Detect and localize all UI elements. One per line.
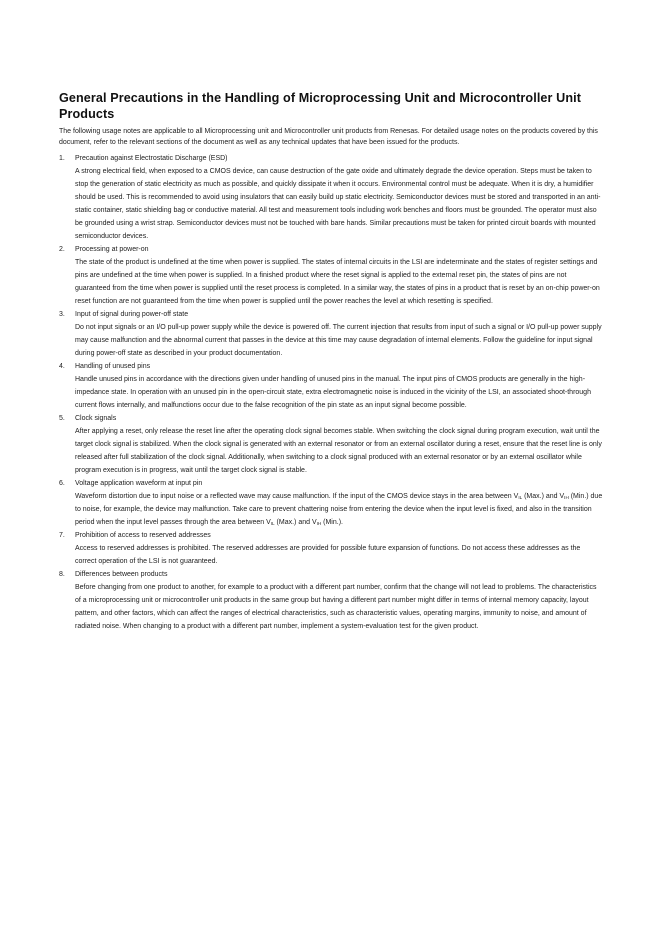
list-item (59, 360, 603, 412)
list-item (59, 412, 603, 477)
list-item (59, 477, 603, 529)
item-title: Processing at power-on (75, 246, 149, 253)
item-title: Input of signal during power-off state (75, 311, 189, 318)
item-title: Clock signals (75, 415, 117, 422)
list-item (59, 529, 603, 568)
list-item (59, 568, 603, 633)
item-title: Differences between products (75, 571, 168, 578)
precautions-list (59, 152, 603, 633)
item-number: 8. (59, 571, 65, 578)
item-body: The state of the product is undefined at the time when power is supplied. The states of internal circuits in the LSI are indeterminate and the states of register settings and pins are undefined at the time when power is supplied. In a finished product where the reset signal is applied to the external reset pin, the states of pins are not guaranteed from the time when power is supplied until the reset process is completed. In a similar way, the states of pins in a product that is reset by an on-chip power-on reset function are not guaranteed from the time when power is supplied until the power reaches the level at which resetting is specified. (75, 259, 600, 305)
item-body: After applying a reset, only release the reset line after the operating clock signal becomes stable. When switching the clock signal during program execution, wait until the target clock signal is stabilized. When the clock signal is generated with an external resonator or from an external oscillator during a reset, ensure that the reset line is only released after full stabilization of the clock signal. Additionally, when switching to a clock signal produced with an external resonator or by an external oscillator while program execution is in progress, wait until the target clock signal is stable. (75, 428, 602, 474)
item-body: Before changing from one product to another, for example to a product with a different part number, confirm that the change will not lead to problems. The characteristics of a microprocessing unit or microcontroller unit products in the same group but having a different part number might differ in terms of internal memory capacity, layout pattern, and other factors, which can affect the ranges of electrical characteristics, such as characteristic values, operating margins, immunity to noise, and amount of radiated noise. When changing to a product with a different part number, implement a system-evaluation test for the given product. (75, 584, 597, 630)
item-number: 3. (59, 311, 65, 318)
item-title: Precaution against Electrostatic Discharge (ESD) (75, 155, 228, 162)
item-body: Access to reserved addresses is prohibited. The reserved addresses are provided for possible future expansion of functions. Do not access these addresses as the correct operation of the LSI is not guaranteed. (75, 545, 581, 565)
page-title: General Precautions in the Handling of Microprocessing Unit and Microcontroller Unit Products (59, 91, 582, 121)
item-body: Waveform distortion due to input noise or a reflected wave may cause malfunction. If the input of the CMOS device stays in the area between $V_{IL}$ (Max.) and $V_{IH}$ (Min.) due to noise, for example, the device may malfunction. Take care to prevent chattering noise from entering the device when the input level is fixed, and also in the transition period when the input level passes through the area between $V_{IL}$ (Max.) and $V_{IH}$ (Min.). (75, 493, 603, 526)
item-title: Handling of unused pins (75, 363, 151, 370)
list-item (59, 308, 603, 360)
document-content (59, 91, 603, 633)
item-number: 6. (59, 480, 65, 487)
item-title: Voltage application waveform at input pin (75, 480, 203, 487)
item-body: Handle unused pins in accordance with the directions given under handling of unused pins in the manual. The input pins of CMOS products are generally in the high-impedance state. In operation with an unused pin in the open-circuit state, extra electromagnetic noise is induced in the vicinity of the LSI, an associated shoot-through current flows internally, and malfunctions occur due to the false recognition of the pin state as an input signal become possible. (75, 376, 591, 409)
intro-paragraph: The following usage notes are applicable to all Microprocessing unit and Microcontroller unit products from Renesas. For detailed usage notes on the products covered by this document, refer to the relevant sections of the document as well as any technical updates that have been issued for the products. (59, 128, 598, 146)
item-number: 4. (59, 363, 65, 370)
item-body: A strong electrical field, when exposed to a CMOS device, can cause destruction of the gate oxide and ultimately degrade the device operation. Steps must be taken to stop the generation of static electricity as much as possible, and quickly dissipate it when it occurs. Environmental control must be adequate. When it is dry, a humidifier should be used. This is recommended to avoid using insulators that can easily build up static electricity. Semiconductor devices must be stored and transported in an anti-static container, static shielding bag or conductive material. All test and measurement tools including work benches and floors must be grounded. The operator must also be grounded using a wrist strap. Semiconductor devices must not be touched with bare hands. Similar precautions must be taken for printed circuit boards with mounted semiconductor devices. (75, 168, 601, 240)
list-item (59, 152, 603, 243)
item-body: Do not input signals or an I/O pull-up power supply while the device is powered off. The current injection that results from input of such a signal or I/O pull-up power supply may cause malfunction and the abnormal current that passes in the device at this time may cause degradation of internal elements. Follow the guideline for input signal during power-off state as described in your product documentation. (75, 324, 602, 357)
item-title: Prohibition of access to reserved addresses (75, 532, 211, 539)
item-number: 1. (59, 155, 65, 162)
item-number: 5. (59, 415, 65, 422)
item-number: 2. (59, 246, 65, 253)
item-number: 7. (59, 532, 65, 539)
list-item (59, 243, 603, 308)
